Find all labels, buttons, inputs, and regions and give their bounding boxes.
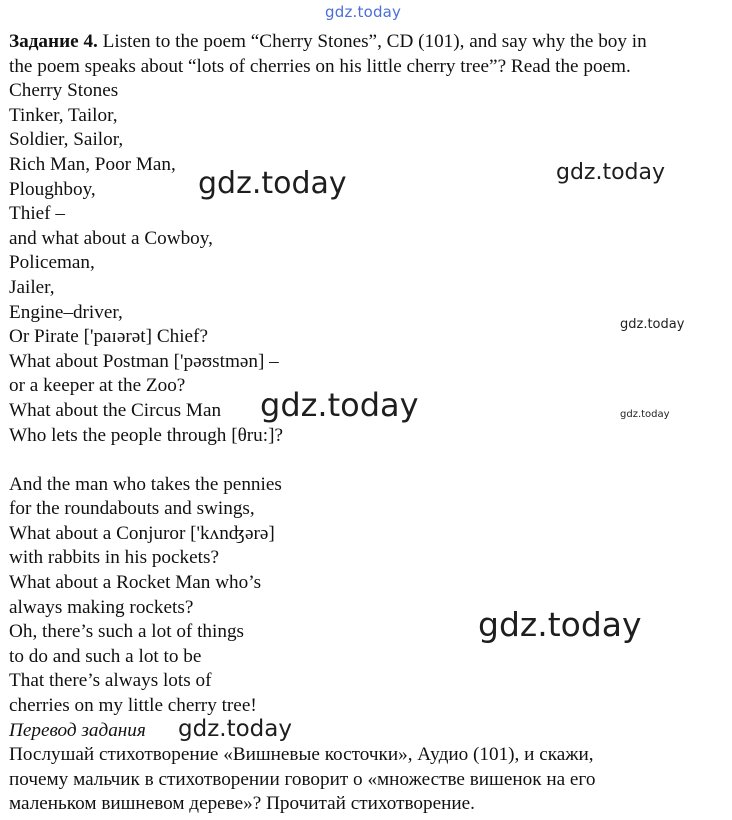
- translation-line-3: маленьком вишневом дереве»? Прочитай стихотворение.: [9, 793, 475, 815]
- poem-line: Oh, there’s such a lot of things: [9, 621, 245, 643]
- poem-line: or a keeper at the Zoo?: [9, 375, 186, 397]
- stanza-spacer: [9, 448, 724, 473]
- task-instruction-line-2: the poem speaks about “lots of cherries on his little cherry tree”? Read the poem.: [9, 55, 631, 77]
- poem-line: That there’s always lots of: [9, 670, 212, 692]
- watermark: gdz.today: [620, 409, 670, 420]
- poem-line: Rich Man, Poor Man,: [9, 153, 176, 175]
- poem-line: What about the Circus Man: [9, 399, 222, 421]
- poem-line: always making rockets?: [9, 596, 194, 618]
- poem-line: to do and such a lot to be: [9, 645, 202, 667]
- task-text-1: Listen to the poem “Cherry Stones”, CD (101), and say why the boy in: [97, 31, 647, 52]
- poem-line: cherries on my little cherry tree!: [9, 695, 257, 717]
- poem-line: Engine–driver,: [9, 301, 123, 323]
- watermark: gdz.today: [556, 160, 666, 185]
- poem-line: Ploughboy,: [9, 178, 96, 200]
- translation-line-1: Послушай стихотворение «Вишневые косточки», Аудио (101), и скажи,: [9, 744, 594, 766]
- poem-line: Who lets the people through [θru:]?: [9, 424, 284, 446]
- poem-line: What about a Conjuror ['kʌnʤərə]: [9, 522, 275, 544]
- poem-title: Cherry Stones: [9, 80, 119, 102]
- poem-line: Thief –: [9, 203, 65, 225]
- watermark: gdz.today: [198, 166, 347, 201]
- poem-line: Policeman,: [9, 252, 95, 274]
- poem-line: And the man who takes the pennies: [9, 473, 282, 495]
- poem-line: What about a Rocket Man who’s: [9, 572, 262, 594]
- translation-line-2: почему мальчик в стихотворении говорит о «множестве вишенок на его: [9, 768, 596, 790]
- watermark: gdz.today: [478, 605, 642, 644]
- watermark: gdz.today: [178, 716, 292, 742]
- poem-stanza-2: [9, 473, 724, 719]
- poem-line: with rabbits in his pockets?: [9, 547, 219, 569]
- poem-line: Jailer,: [9, 276, 55, 298]
- translation-heading: Перевод задания: [9, 719, 146, 741]
- poem-line: and what about a Cowboy,: [9, 227, 213, 249]
- poem-line: Soldier, Sailor,: [9, 129, 124, 151]
- poem-line: What about Postman ['pəʊstmən] –: [9, 350, 279, 372]
- poem-stanza-1: [9, 104, 724, 448]
- watermark-top: gdz.today: [325, 3, 402, 21]
- poem-line: Tinker, Tailor,: [9, 104, 118, 126]
- watermark: gdz.today: [620, 317, 685, 332]
- watermark: gdz.today: [260, 386, 419, 424]
- poem-line: Or Pirate ['paɪərət] Chief?: [9, 326, 208, 348]
- task-instruction-line-1: [9, 30, 724, 55]
- task-label: Задание 4.: [9, 31, 98, 52]
- document-body: [9, 30, 724, 817]
- poem-line: for the roundabouts and swings,: [9, 498, 255, 520]
